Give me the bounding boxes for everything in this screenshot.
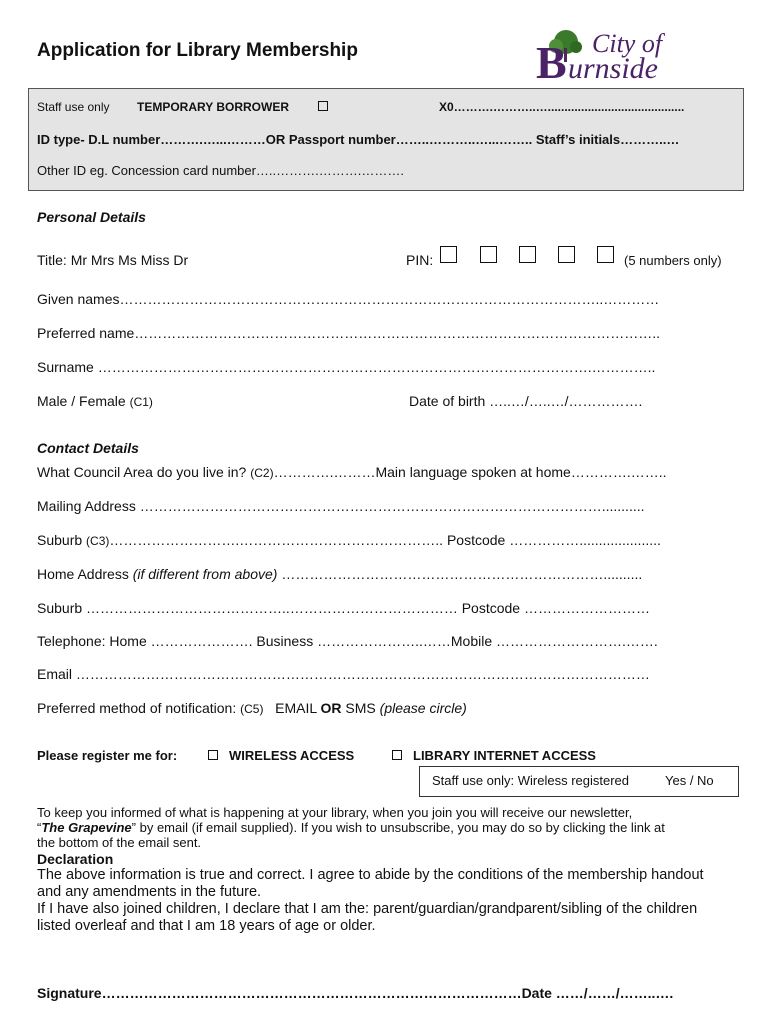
tree-logo-icon xyxy=(536,28,706,84)
surname-field[interactable]: Surname …………………………………………………………………………………………….………….. xyxy=(37,359,656,375)
council-area-field[interactable] xyxy=(37,464,667,480)
suburb-field[interactable] xyxy=(37,532,661,548)
notify-sms-option[interactable]: SMS xyxy=(345,700,376,716)
home-address-note: (if different from above) xyxy=(132,566,278,582)
signature-line[interactable]: Signature………………………………………………………………………………Date ……/……/……..…. xyxy=(37,985,674,1001)
declaration-heading: Declaration xyxy=(37,851,114,867)
gender-code: (C1) xyxy=(129,395,153,409)
suburb-dots: ……………………….…………………………………….. Postcode ……………..................... xyxy=(109,532,661,548)
suburb-2-field[interactable]: Suburb ……………………………………..……………………………… Postcode ……………………… xyxy=(37,600,650,616)
internet-access-checkbox[interactable] xyxy=(392,750,402,760)
declaration-text-1: The above information is true and correct. I agree to abide by the conditions of the membership handout and any amendments in the future. xyxy=(37,867,704,900)
notify-email-option[interactable]: EMAIL xyxy=(275,700,317,716)
pin-box-3[interactable] xyxy=(519,246,536,263)
mailing-address-field[interactable]: Mailing Address ………………………………………………………………………………………........... xyxy=(37,498,645,514)
home-address-label: Home Address xyxy=(37,566,129,582)
page-title: Application for Library Membership xyxy=(37,40,358,61)
wireless-yes-no[interactable]: Yes / No xyxy=(665,773,714,788)
notify-label: Preferred method of notification: xyxy=(37,700,237,716)
contact-details-heading: Contact Details xyxy=(37,440,139,456)
pin-box-2[interactable] xyxy=(480,246,497,263)
date-of-birth-field[interactable]: Date of birth …..…/…..…/……………. xyxy=(409,393,643,409)
pin-box-1[interactable] xyxy=(440,246,457,263)
suburb-code: (C3) xyxy=(86,534,110,548)
wireless-access-label: WIRELESS ACCESS xyxy=(229,748,355,763)
logo-line2: urnside xyxy=(568,52,658,84)
telephone-field[interactable]: Telephone: Home …………………. Business …………………..……Mobile ……………………….……. xyxy=(37,633,658,649)
newsletter-quote: “ xyxy=(37,820,42,835)
declaration-text xyxy=(37,867,717,935)
email-field[interactable]: Email …………………………………………………………………………………………………………… xyxy=(37,666,650,682)
id-type-field: ID type- D.L number……….…...………OR Passport number……..………..…...…….. Staff’s initials………..… xyxy=(37,132,680,147)
temporary-borrower-label: TEMPORARY BORROWER xyxy=(137,100,290,114)
gender-label: Male / Female xyxy=(37,393,126,409)
notification-preference xyxy=(37,700,467,716)
council-code: (C2) xyxy=(250,466,274,480)
suburb-label: Suburb xyxy=(37,532,83,548)
given-names-field[interactable]: Given names…………………………………………………………………………………………..………… xyxy=(37,291,660,307)
notify-or: OR xyxy=(320,700,342,716)
declaration-text-2: If I have also joined children, I declare that I am the: parent/guardian/grandparent/sibling of the children listed overleaf and that I am 18 years of age or older. xyxy=(37,901,698,934)
newsletter-line-3: the bottom of the email sent. xyxy=(37,835,202,850)
newsletter-line-2 xyxy=(37,820,737,835)
gender-field[interactable] xyxy=(37,393,153,409)
notify-code: (C5) xyxy=(240,702,264,716)
city-logo xyxy=(536,28,706,84)
staff-use-label: Staff use only xyxy=(37,100,110,114)
council-label: What Council Area do you live in? xyxy=(37,464,247,480)
personal-details-heading: Personal Details xyxy=(37,209,146,225)
pin-box-4[interactable] xyxy=(558,246,575,263)
pin-note: (5 numbers only) xyxy=(624,253,722,268)
pin-box-5[interactable] xyxy=(597,246,614,263)
newsletter-line-1: To keep you informed of what is happening at your library, when you join you will receive our newsletter, xyxy=(37,805,633,820)
logo-line1: City of xyxy=(592,29,663,58)
pin-label: PIN: xyxy=(406,252,434,268)
internet-access-label: LIBRARY INTERNET ACCESS xyxy=(413,748,596,763)
home-address-field[interactable] xyxy=(37,566,642,582)
newsletter-rest: ” by email (if email supplied). If you wish to unsubscribe, you may do so by clicking the link at xyxy=(131,820,665,835)
temporary-borrower-checkbox[interactable] xyxy=(318,101,328,111)
home-address-dots: …………………………………………………………….......... xyxy=(281,566,643,582)
council-dots: ………….………Main language spoken at home………….…….. xyxy=(273,464,667,480)
staff-wireless-label: Staff use only: Wireless registered xyxy=(432,773,630,788)
concession-field: Other ID eg. Concession card number…..……….……….………. xyxy=(37,163,404,178)
newsletter-name: The Grapevine xyxy=(41,820,132,835)
title-options: Title: Mr Mrs Ms Miss Dr xyxy=(37,252,189,268)
notify-note: (please circle) xyxy=(379,700,467,716)
x0-field: X0……….………..…......................................... xyxy=(439,100,685,114)
register-label: Please register me for: xyxy=(37,748,178,763)
logo-initial: B xyxy=(536,37,567,84)
newsletter-paragraph xyxy=(37,805,737,850)
wireless-access-checkbox[interactable] xyxy=(208,750,218,760)
preferred-name-field[interactable]: Preferred name………………………………………………………………………………………………….. xyxy=(37,325,661,341)
